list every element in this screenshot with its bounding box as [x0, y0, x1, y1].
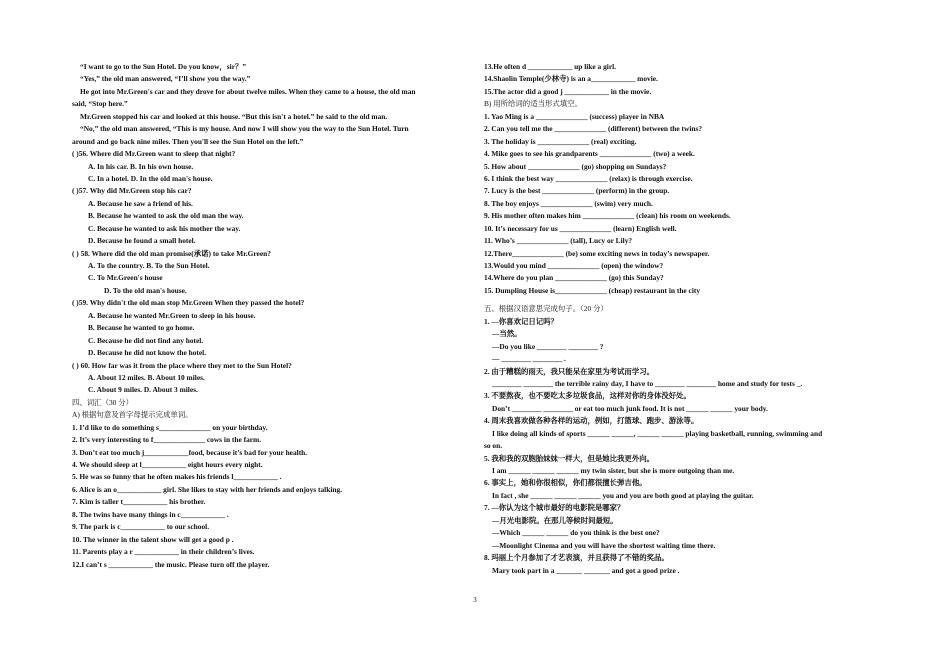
vocab-item: 13.He often d ____________ up like a girl. — [484, 62, 617, 71]
left-column — [72, 61, 467, 571]
option-line: C. Because he wanted to ask his mother the way. — [88, 223, 241, 233]
translation-line: —Do you like ________ ________ ? — [492, 341, 604, 351]
translation-prompt: 3. 不要熬夜，也不要吃太多垃圾食品，这样对你的身体没好处。 — [484, 391, 691, 401]
vocab-item: 9. The park is c____________ to our school. — [72, 522, 210, 532]
word-form-item: 14.Where do you plan ______________ (go) this Sunday? — [484, 273, 664, 283]
word-form-item: 12.There______________ (be) some exciting news in today’s newspaper. — [484, 248, 710, 258]
word-form-item: 6. I think the best way ______________ (relax) is through exercise. — [484, 173, 693, 183]
option-line: A. About 12 miles. B. About 10 miles. — [88, 372, 205, 382]
passage-line: said, “Stop here.” — [72, 99, 128, 109]
option-line: B. Because he wanted to go home. — [88, 323, 195, 333]
translation-prompt: 8. 玛丽上个月参加了才艺表演，并且获得了不错的奖品。 — [484, 553, 669, 563]
vocab-item: 3. Don’t eat too much j____________food, because it’s bad for your health. — [72, 447, 308, 457]
option-line: C. Because he did not find any hotel. — [88, 335, 204, 345]
option-line: D. Because he found a small hotel. — [88, 236, 196, 246]
passage-line: “Yes,” the old man answered, “I’ll show you the way.” — [80, 74, 251, 84]
passage-line: Mr.Green stopped his car and looked at this house. “But this isn't a hotel.” he said to the old man. — [80, 111, 388, 121]
question-58: ( ) 58. Where did the old man promise(承诺) to take Mr.Green? — [72, 248, 271, 258]
option-line: A. To the country. B. To the Sun Hotel. — [88, 261, 210, 270]
translation-prompt: 6. 事实上，她和你很相似，你们都很擅长弹吉他。 — [484, 478, 647, 488]
word-form-item: 9. His mother often makes him ______________ (clean) his room on weekends. — [484, 211, 731, 221]
vocab-item: 14.Shaolin Temple(少林寺) is an a____________ movie. — [484, 74, 658, 84]
translation-line: —Which ______ ______ do you think is the best one? — [492, 528, 660, 538]
word-form-item: 7. Lucy is the best ______________ (perform) in the group. — [484, 186, 670, 196]
translation-line: ________ ________ the terrible rainy day, I have to ________ ________ home and study for tests _. — [492, 378, 803, 388]
translation-line: — ________ ________ . — [492, 354, 566, 364]
vocab-item: 11. Parents play a r ____________ in their children’s lives. — [72, 547, 255, 557]
option-line: C. In a hotel. D. In the old man's house. — [88, 173, 213, 183]
vocab-item: 15.The actor did a good j ____________ in the movie. — [484, 86, 652, 96]
word-form-item: 3. The holiday is ______________ (real) exciting. — [484, 136, 637, 146]
translation-line: Mary took part in a _______ _______ and got a good prize . — [492, 565, 680, 575]
option-line: A. Because he wanted Mr.Green to sleep in his house. — [88, 310, 256, 320]
translation-line: I like doing all kinds of sports ______ ______, ______ ______ playing basketball, running, swimming and — [492, 428, 823, 438]
vocab-item: 2. It’s very interesting to f______________ cows in the farm. — [72, 435, 262, 445]
vocab-item: 12.I can’t s ____________ the music. Please turn off the player. — [72, 559, 270, 569]
option-line: C. To Mr.Green's house — [88, 273, 163, 283]
subsection-heading-a: A) 根据句意及首字母提示完成单词。 — [72, 410, 193, 420]
translation-line: —Moonlight Cinema and you will have the shortest waiting time there. — [492, 540, 716, 550]
translation-prompt: 5. 我和我的双胞胎妹妹一样大，但是她比我更外向。 — [484, 453, 654, 463]
passage-line: “No,” the old man answered, “This is my house. And now I will show you the way to the Sun Hotel. Turn — [80, 124, 409, 134]
vocab-item: 8. The twins have many things in c____________ . — [72, 509, 229, 519]
option-line: D. Because he did not know the hotel. — [88, 348, 207, 358]
translation-line: so on. — [484, 441, 503, 451]
translation-line: —当然。 — [492, 329, 522, 339]
word-form-item: 10. It’s necessary for us ______________ (learn) English well. — [484, 223, 677, 233]
vocab-item: 6. Alice is an o____________ girl. She likes to stay with her friends and enjoys talking. — [72, 484, 343, 494]
question-60: ( ) 60. How far was it from the place where they met to the Sun Hotel? — [72, 360, 292, 370]
option-line: B. Because he wanted to ask the old man the way. — [88, 211, 244, 221]
question-57: ( )57. Why did Mr.Green stop his car? — [72, 186, 192, 196]
passage-line: “I want to go to the Sun Hotel. Do you know，sir？” — [80, 62, 247, 71]
vocab-item: 5. He was so funny that he often makes his friends l____________ . — [72, 472, 282, 482]
passage-line: He got into Mr.Green's car and they drove for about twelve miles. When they came to a house, the old man — [80, 86, 416, 96]
section-heading-translation: 五、根据汉语意思完成句子。（20 分） — [484, 304, 608, 314]
option-line: A. In his car. B. In his own house. — [88, 161, 194, 171]
word-form-item: 5. How about ______________ (go) shopping on Sundays? — [484, 161, 667, 171]
vocab-item: 7. Kim is taller t____________ his brother. — [72, 497, 206, 507]
word-form-item: 1. Yao Ming is a ______________ (success) player in NBA — [484, 111, 665, 121]
right-column — [484, 61, 894, 577]
section-heading-vocabulary: 四、词汇（30 分） — [72, 397, 133, 407]
translation-line: In fact , she ______ ______ ______ you and you are both good at playing the guitar. — [492, 490, 754, 500]
question-59: ( )59. Why didn't the old man stop Mr.Green When they passed the hotel? — [72, 298, 305, 308]
word-form-item: 13.Would you mind ______________ (open) the window? — [484, 261, 664, 270]
question-56: ( )56. Where did Mr.Green want to sleep that night? — [72, 149, 236, 159]
subsection-heading-b: B) 用所给词的适当形式填空。 — [484, 99, 582, 109]
translation-line: Don’t ________ ________ or eat too much junk food. It is not ______ ______ your body. — [492, 403, 768, 413]
translation-prompt: 4. 周末我喜欢做各种各样的运动，例如，打篮球、跑步、游泳等。 — [484, 416, 699, 426]
vocab-item: 4. We should sleep at l____________ eight hours every night. — [72, 460, 263, 469]
word-form-item: 2. Can you tell me the ______________ (different) between the twins? — [484, 124, 703, 134]
translation-prompt: 7. —你认为这个城市最好的电影院是哪家？ — [484, 503, 625, 513]
word-form-item: 4. Mike goes to see his grandparents ______________ (two) a week. — [484, 149, 695, 159]
option-line: D. To the old man's house. — [104, 285, 187, 295]
translation-line: —月光电影院。在那儿等候时间最短。 — [492, 515, 618, 525]
translation-line: I am ______ ______ ______ my twin sister, but she is more outgoing than me. — [492, 466, 735, 475]
page-number: 3 — [473, 596, 477, 604]
vocab-item: 1. I’d like to do something s______________ on your birthday. — [72, 422, 268, 432]
translation-prompt: 1. —你喜欢记日记吗？ — [484, 316, 558, 326]
vocab-item: 10. The winner in the talent show will get a good p . — [72, 534, 234, 544]
word-form-item: 8. The boy enjoys ______________ (swim) very much. — [484, 198, 653, 208]
passage-line: around and go back nine miles. Then you'll see the Sun Hotel on the left.” — [72, 136, 304, 146]
word-form-item: 15. Dumpling House is______________ (cheap) restaurant in the city — [484, 285, 701, 295]
option-line: C. About 9 miles. D. About 3 miles. — [88, 385, 198, 395]
option-line: A. Because he saw a friend of his. — [88, 198, 193, 208]
translation-prompt: 2. 由于糟糕的雨天，我只能呆在家里为考试而学习。 — [484, 366, 654, 376]
word-form-item: 11. Who’s ______________ (tall), Lucy or Lily? — [484, 236, 633, 246]
